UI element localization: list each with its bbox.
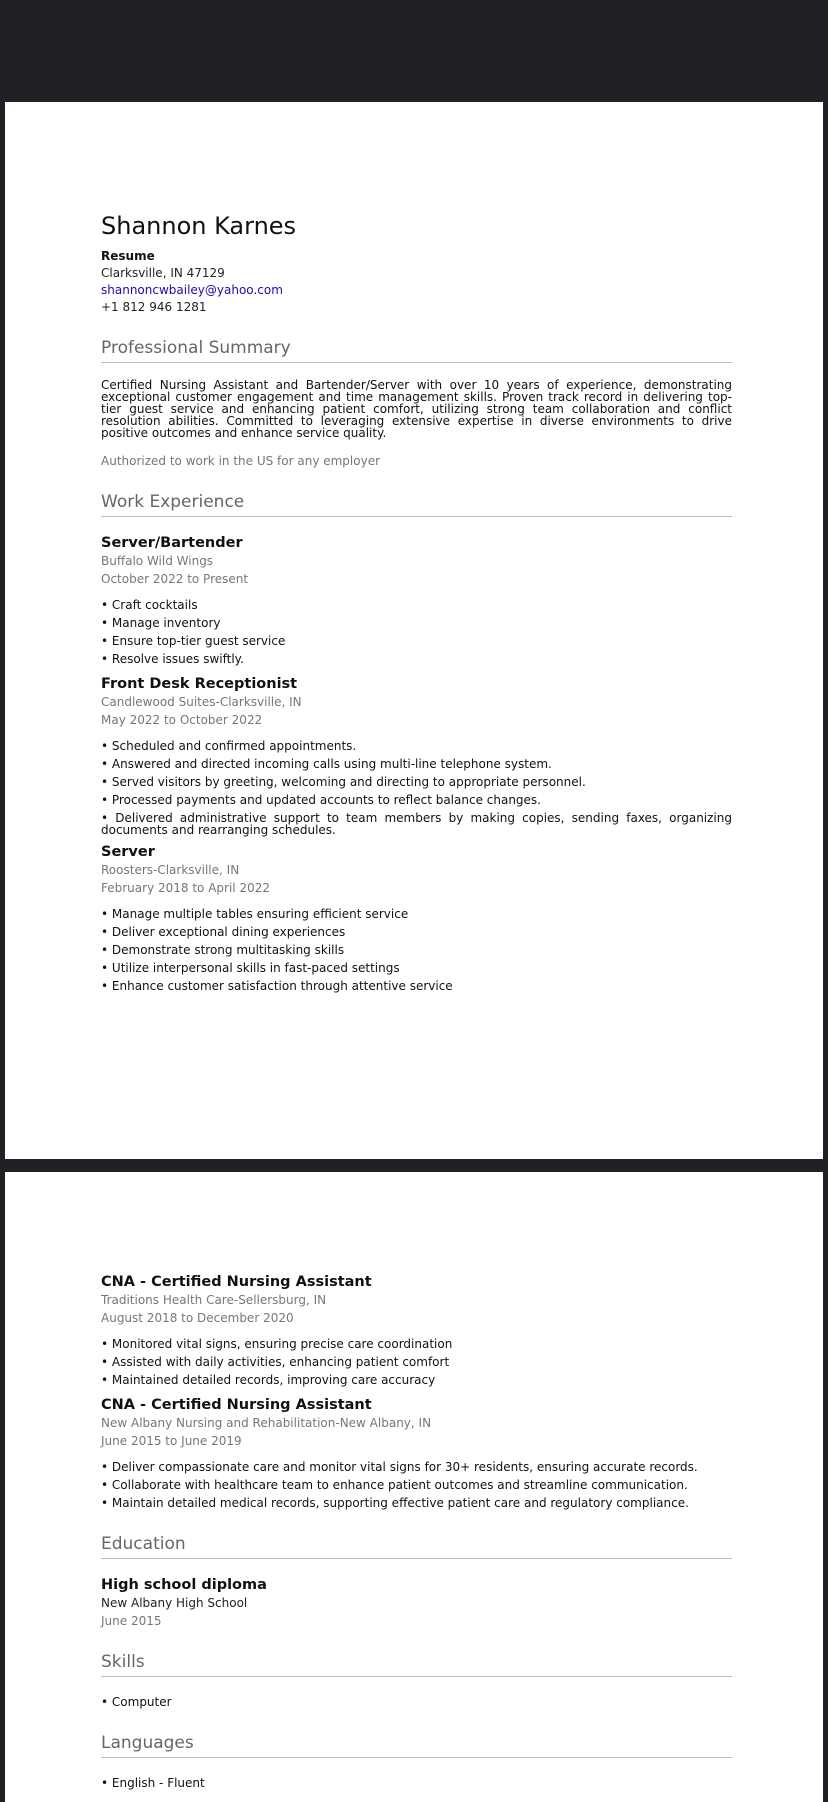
work-authorization: Authorized to work in the US for any employer	[101, 454, 381, 468]
education-date: June 2015	[101, 1614, 162, 1628]
school-name: New Albany High School	[101, 1596, 248, 1610]
skill-item: • Computer	[101, 1693, 732, 1711]
resume-page-2	[5, 1172, 823, 1802]
job-bullet: • Manage multiple tables ensuring efficient service	[101, 905, 732, 923]
job-company: Buffalo Wild Wings	[101, 554, 214, 568]
degree-title: High school diploma	[101, 1577, 267, 1593]
job-bullet: • Craft cocktails	[101, 596, 732, 614]
language-item: • English - Fluent	[101, 1774, 732, 1792]
job-bullet: • Deliver compassionate care and monitor vital signs for 30+ residents, ensuring accurate records.	[101, 1458, 732, 1476]
job-bullet: • Answered and directed incoming calls using multi-line telephone system.	[101, 755, 732, 773]
job-bullet: • Enhance customer satisfaction through attentive service	[101, 977, 732, 995]
location: Clarksville, IN 47129	[101, 266, 225, 280]
resume-page-1	[5, 102, 823, 1159]
job-dates: August 2018 to December 2020	[101, 1310, 294, 1325]
job-entry	[101, 674, 732, 836]
section-title-skills: Skills	[101, 1652, 732, 1677]
section-title-education: Education	[101, 1534, 732, 1559]
section-title-work: Work Experience	[101, 492, 732, 517]
job-dates: October 2022 to Present	[101, 571, 249, 586]
job-bullet: • Monitored vital signs, ensuring precise care coordination	[101, 1335, 732, 1353]
job-bullets	[101, 1458, 732, 1512]
job-dates: June 2015 to June 2019	[101, 1433, 242, 1448]
job-title: CNA - Certified Nursing Assistant	[101, 1274, 372, 1290]
languages-list	[101, 1774, 732, 1792]
section-title-languages: Languages	[101, 1733, 732, 1758]
job-entry	[101, 842, 732, 995]
section-title-summary: Professional Summary	[101, 338, 732, 363]
job-bullets	[101, 905, 732, 995]
page-2-content	[101, 1266, 732, 1798]
job-title: Server	[101, 844, 155, 860]
job-bullet: • Deliver exceptional dining experiences	[101, 923, 732, 941]
job-company: Traditions Health Care-Sellersburg, IN	[101, 1293, 327, 1307]
resume-label: Resume	[101, 249, 155, 263]
candidate-name: Shannon Karnes	[101, 212, 297, 240]
job-bullet: • Manage inventory	[101, 614, 732, 632]
job-bullets	[101, 596, 732, 668]
job-bullet: • Processed payments and updated accounts to reflect balance changes.	[101, 791, 732, 809]
job-bullet: • Scheduled and confirmed appointments.	[101, 737, 732, 755]
job-bullet: • Maintain detailed medical records, supporting effective patient care and regulatory compliance.	[101, 1494, 732, 1512]
job-entry	[101, 1272, 732, 1389]
phone-number: +1 812 946 1281	[101, 300, 207, 314]
job-bullet: • Ensure top-tier guest service	[101, 632, 732, 650]
job-bullet: • Resolve issues swiftly.	[101, 650, 732, 668]
job-dates: May 2022 to October 2022	[101, 712, 263, 727]
job-bullet: • Collaborate with healthcare team to enhance patient outcomes and streamline communication.	[101, 1476, 732, 1494]
job-company: Roosters-Clarksville, IN	[101, 863, 240, 877]
job-bullet: • Served visitors by greeting, welcoming and directing to appropriate personnel.	[101, 773, 732, 791]
skills-list	[101, 1693, 732, 1711]
job-company: Candlewood Suites-Clarksville, IN	[101, 695, 302, 709]
job-bullet: • Maintained detailed records, improving care accuracy	[101, 1371, 732, 1389]
job-title: Front Desk Receptionist	[101, 676, 298, 692]
job-bullets	[101, 737, 732, 836]
job-bullets	[101, 1335, 732, 1389]
job-bullet: • Demonstrate strong multitasking skills	[101, 941, 732, 959]
job-bullet: • Assisted with daily activities, enhancing patient comfort	[101, 1353, 732, 1371]
job-bullet: • Utilize interpersonal skills in fast-paced settings	[101, 959, 732, 977]
job-entry	[101, 533, 732, 668]
job-title: Server/Bartender	[101, 535, 243, 551]
job-title: CNA - Certified Nursing Assistant	[101, 1397, 372, 1413]
email-link[interactable]: shannoncwbailey@yahoo.com	[101, 283, 283, 297]
job-bullet: • Delivered administrative support to team members by making copies, sending faxes, organizing documents and rearranging schedules.	[101, 812, 732, 836]
page-1-content	[101, 212, 732, 1001]
summary-text: Certified Nursing Assistant and Bartender/Server with over 10 years of experience, demonstrating exceptional customer engagement and time management skills. Proven track record in delivering top-tier guest service and enhancing patient comfort, utilizing strong team collaboration and conflict resolution abilities. Committed to leveraging extensive expertise in diverse environments to drive positive outcomes and enhance service quality.	[101, 378, 732, 440]
job-dates: February 2018 to April 2022	[101, 880, 270, 895]
job-entry	[101, 1395, 732, 1512]
job-company: New Albany Nursing and Rehabilitation-New Albany, IN	[101, 1416, 432, 1430]
